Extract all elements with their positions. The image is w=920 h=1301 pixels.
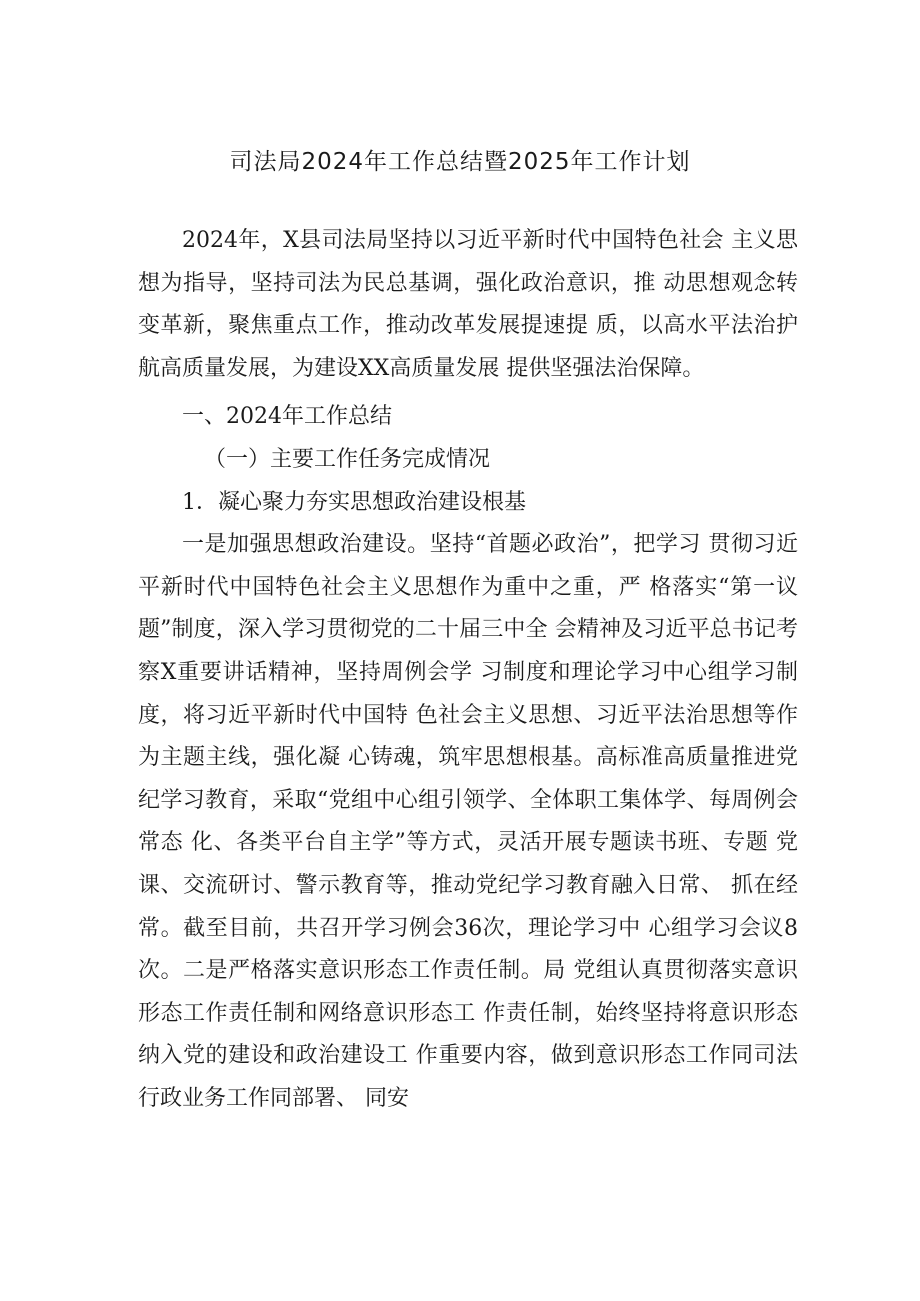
document-body <box>138 220 798 1120</box>
subsection-heading-main-tasks: （一）主要工作任务完成情况 <box>204 446 491 472</box>
item-body-paragraph: 一是加强思想政治建设。坚持“首题必政治”，把学习 贯彻习近平新时代中国特色社会主义思想作为重中之重，严 格落实“第一议题”制度，深入学习贯彻党的二十届三中全 会精神及习近平总书记考察X重要讲话精神，坚持周例会学 习制度和理论学习中心组学习制度，将习近平新时代中国特 色社会主义思想、习近平法治思想等作为主题主线，强化凝 心铸魂，筑牢思想根基。高标准高质量推进党纪学习教育，采取“党组中心组引领学、全体职工集体学、每周例会常态 化、各类平台自主学”等方式，灵活开展专题读书班、专题 党课、交流研讨、警示教育等，推动党纪学习教育融入日常、 抓在经常。截至目前，共召开学习例会36次，理论学习中 心组学习会议8次。二是严格落实意识形态工作责任制。局 党组认真贯彻落实意识形态工作责任制和网络意识形态工 作责任制，始终坚持将意识形态纳入党的建设和政治建设工 作重要内容，做到意识形态工作同司法行政业务工作同部署、 同安 <box>138 532 798 1111</box>
intro-paragraph: 2024年，X县司法局坚持以习近平新时代中国特色社会 主义思想为指导，坚持司法为民总基调，强化政治意识，推 动思想观念转变革新，聚焦重点工作，推动改革发展提速提 质，以高水平法治护航高质量发展，为建设XX高质量发展 提供坚强法治保障。 <box>138 228 798 381</box>
item-heading-ideological-building: 1．凝心聚力夯实思想政治建设根基 <box>182 489 526 515</box>
section-heading-work-summary: 一、2024年工作总结 <box>182 404 392 430</box>
document-title: 司法局2024年工作总结暨2025年工作计划 <box>229 149 691 175</box>
